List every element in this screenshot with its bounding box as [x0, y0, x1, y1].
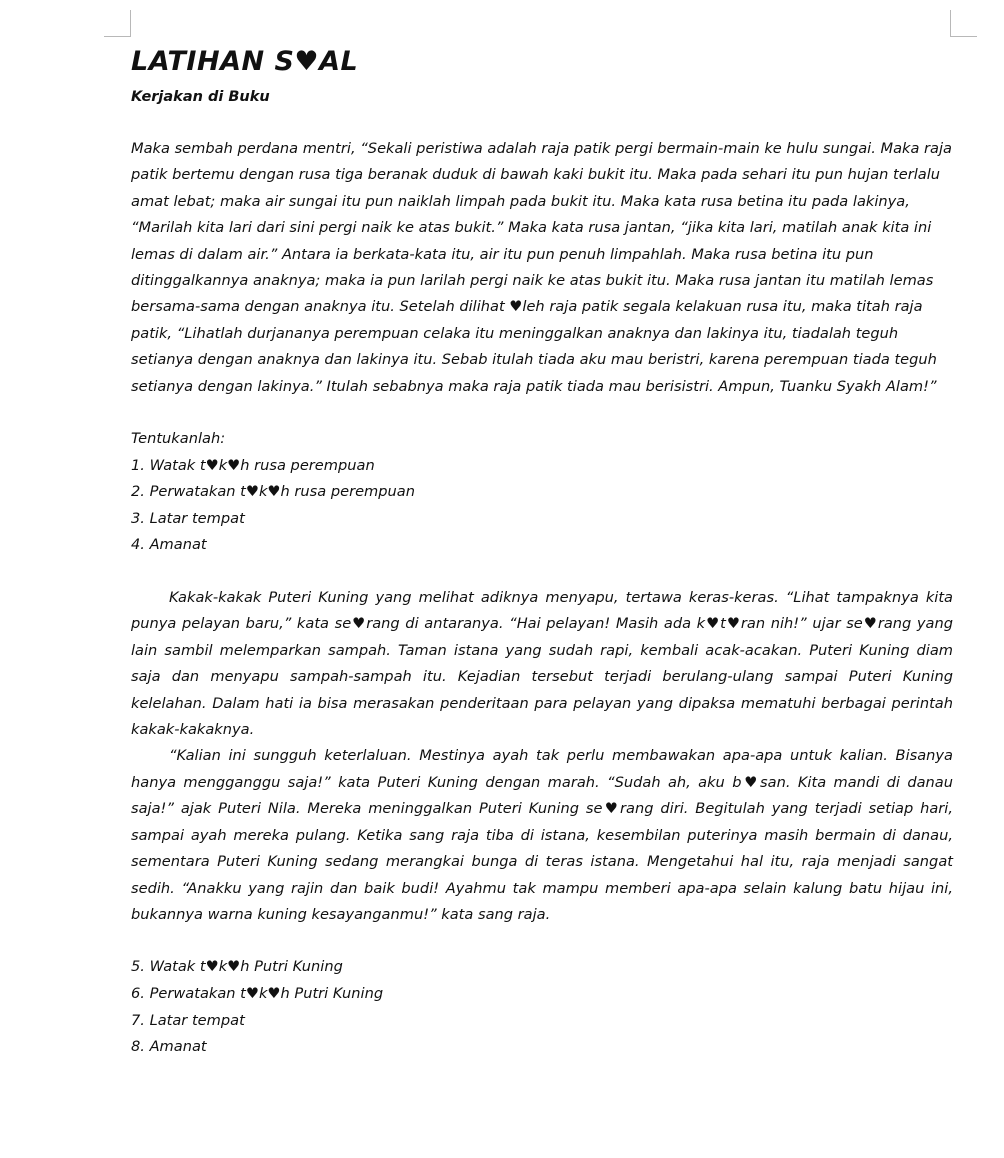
question-item: 8. Amanat	[131, 1038, 207, 1056]
questions-2-list	[131, 954, 953, 1060]
questions-1-label: Tentukanlah:	[131, 430, 226, 448]
question-item: 7. Latar tempat	[131, 1011, 245, 1029]
question-item: 4. Amanat	[131, 536, 207, 554]
question-item: 3. Latar tempat	[131, 509, 245, 527]
page-title: LATIHAN S♥AL	[131, 46, 359, 77]
page-subtitle: Kerjakan di Buku	[131, 89, 270, 105]
page-corner-mark-top-right	[950, 10, 977, 37]
question-item: 2. Perwatakan t♥k♥h rusa perempuan	[131, 483, 415, 501]
document-page	[131, 44, 953, 1061]
reading-passage-1: Maka sembah perdana mentri, “Sekali peristiwa adalah raja patik pergi bermain-main ke hulu sungai. Maka raja patik bertemu dengan rusa tiga beranak duduk di bawah kaki bukit itu. Maka pada sehari itu pun hujan terlalu amat lebat; maka air sungai itu pun naiklah limpah pada bukit itu. Maka kata rusa betina itu pada lakinya, “Marilah kita lari dari sini pergi naik ke atas bukit.” Maka kata rusa jantan, “jika kita lari, matilah anak kita ini lemas di dalam air.” Antara ia berkata-kata itu, air itu pun penuh limpahlah. Maka rusa betina itu pun ditinggalkannya anaknya; maka ia pun larilah pergi naik ke atas bukit itu. Maka rusa jantan itu matilah lemas bersama-sama dengan anaknya itu. Setelah dilihat ♥leh raja patik segala kelakuan rusa itu, maka titah raja patik, “Lihatlah durjananya perempuan celaka itu meninggalkan anaknya dan lakinya itu, tiadalah teguh setianya dengan anaknya dan lakinya itu. Sebab itulah tiada aku mau beristri, karena perempuan tiada teguh setianya dengan lakinya.” Itulah sebabnya maka raja patik tiada mau berisistri. Ampun, Tuanku Syakh Alam!”	[131, 140, 952, 395]
page-corner-mark-top-left	[104, 10, 131, 37]
question-item: 6. Perwatakan t♥k♥h Putri Kuning	[131, 984, 384, 1002]
questions-1-list	[131, 453, 953, 559]
reading-passage-2-paragraph-1: Kakak-kakak Puteri Kuning yang melihat adiknya menyapu, tertawa keras-keras. “Lihat tampaknya kita punya pelayan baru,” kata se♥rang di antaranya. “Hai pelayan! Masih ada k♥t♥ran nih!” ujar se♥rang yang lain sambil melemparkan sampah. Taman istana yang sudah rapi, kembali acak-acakan. Puteri Kuning diam saja dan menyapu sampah-sampah itu. Kejadian tersebut terjadi berulang-ulang sampai Puteri Kuning kelelahan. Dalam hati ia bisa merasakan penderitaan para pelayan yang dipaksa mematuhi berbagai perintah kakak-kakaknya.	[131, 589, 953, 739]
question-item: 5. Watak t♥k♥h Putri Kuning	[131, 958, 343, 976]
reading-passage-2-paragraph-2: “Kalian ini sungguh keterlaluan. Mestinya ayah tak perlu membawakan apa-apa untuk kalian. Bisanya hanya mengganggu saja!” kata Puteri Kuning dengan marah. “Sudah ah, aku b♥san. Kita mandi di danau saja!” ajak Puteri Nila. Mereka meninggalkan Puteri Kuning se♥rang diri. Begitulah yang terjadi setiap hari, sampai ayah mereka pulang. Ketika sang raja tiba di istana, kesembilan puterinya masih bermain di danau, sementara Puteri Kuning sedang merangkai bunga di teras istana. Mengetahui hal itu, raja menjadi sangat sedih. “Anakku yang rajin dan baik budi! Ayahmu tak mampu memberi apa-apa selain kalung batu hijau ini, bukannya warna kuning kesayanganmu!” kata sang raja.	[131, 747, 953, 923]
question-item: 1. Watak t♥k♥h rusa perempuan	[131, 456, 375, 474]
